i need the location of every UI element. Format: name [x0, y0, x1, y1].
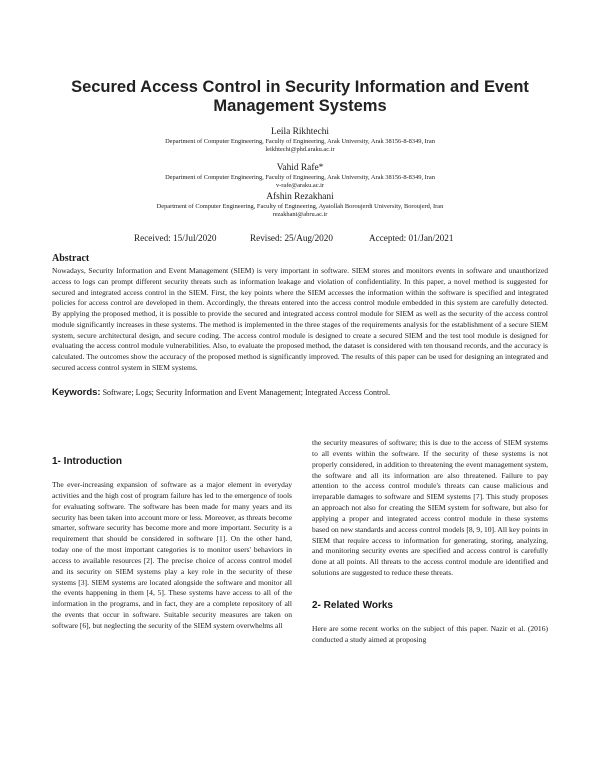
related-works-heading: 2- Related Works — [312, 599, 393, 611]
author-email[interactable]: leikhtechi@phd.araku.ac.ir — [265, 146, 335, 153]
author-block-3 — [40, 192, 560, 219]
author-block-1 — [40, 127, 560, 154]
keywords-text: Software; Logs; Security Information and Event Management; Integrated Access Control. — [100, 388, 391, 397]
revised-date: Revised: 25/Aug/2020 — [250, 233, 333, 243]
related-works-paragraph: Here are some recent works on the subject of this paper. Nazir et al. (2016) conducted a study aimed at proposing — [312, 623, 548, 644]
keywords-label: Keywords: — [52, 387, 101, 398]
left-column — [52, 438, 292, 632]
abstract-text: Nowadays, Security Information and Event Management (SIEM) is very important in software. SIEM stores and monitors events in software and unauthorized access to logs can prompt different security threats such as information leakage and violation of confidentiality. In this paper, a novel method is suggested for secured and integrated access control in the SIEM. First, the key points where the SIEM accesses the information within the software is specified and integrated policies for access control are developed in them. Accordingly, the threats entered into the access control module embedded in this system are carefully detected. By applying the proposed method, it is possible to provide the secured and integrated access control module for SIEM as well as the security of the access control module significantly increases in these systems. The method is implemented in the three stages of the requirements analysis for the establishment of a secure SIEM system, secure architectural design, and secure coding. The access control module is designed to create a secured SIEM and the test tool module is designed for evaluating the access control module vulnerabilities. Also, to evaluate the proposed method, the dataset is considered with ten thousand records, and the accuracy is calculated. The outcomes show the accuracy of the proposed method is significantly improved. The results of this paper can be used for designing an integrated and secured access control system in SIEM systems. — [52, 266, 548, 372]
author-email[interactable]: v-rafe@araku.ac.ir — [275, 182, 325, 189]
abstract-heading: Abstract — [52, 253, 90, 264]
accepted-date: Accepted: 01/Jan/2021 — [369, 233, 454, 243]
author-name: Vahid Rafe* — [276, 163, 324, 173]
introduction-paragraph: The ever-increasing expansion of software as a major element in everyday activities and the high cost of program failure has led to the emergence of tools for evaluating software. The software has been made for many years and its security has been taken into account more or less. Moreover, as threats become smarter, software security has become more and more important. Security is a requirement that should be considered in software [1]. On the other hand, today one of the most important categories is to monitor users' behaviors in access to available resources [2]. The precise choice of access control model and its security on SIEM systems play a key role in the security of these systems [3]. SIEM systems are located alongside the software and monitor all the events happening in them [4, 5]. These systems have access to all of the information in the programs, and in fact, they are a complete repository of all the events that occur in software. Suitable security measures are taken on software [6], but neglecting the security of the SIEM system overwhelms all — [52, 480, 292, 630]
introduction-continuation: the security measures of software; this is due to the access of SIEM systems to all events within the software. If the security of these systems is not properly considered, in addition to threatening the event management system, the software and all its information are also threatened. Failure to pay attention to the access control module's threats can cause malicious and irreparable damages to software and SIEM systems [7]. This study proposes an approach not also for creating the SIEM system for software, but also for applying a proper and integrated access control module in these systems based on new standards and access control models [8, 9, 10]. All key points in SIEM that require access to information for generating, storing, analyzing, and monitoring security events are specified and access control is carefully done at all points. All threats to the access control module are identified and solutions are suggested to reduce these threats. — [312, 438, 548, 578]
right-column — [312, 438, 548, 646]
keywords — [52, 387, 548, 398]
introduction-heading: 1- Introduction — [52, 456, 122, 467]
received-date: Received: 15/Jul/2020 — [134, 233, 217, 243]
author-affiliation: Department of Computer Engineering, Faculty of Engineering, Arak University, Arak 38156-8-8349, Iran — [165, 138, 435, 145]
author-name: Leila Rikhtechi — [270, 127, 330, 137]
paper-title: Secured Access Control in Security Information and Event Management Systems — [71, 78, 529, 115]
author-affiliation: Department of Computer Engineering, Faculty of Engineering, Ayatollah Boroujerdi University, Boroujerd, Iran — [156, 203, 444, 210]
author-name: Afshin Rezakhani — [266, 192, 334, 202]
author-block-2 — [40, 163, 560, 190]
author-email[interactable]: rezakhani@abru.ac.ir — [272, 211, 328, 218]
author-affiliation: Department of Computer Engineering, Faculty of Engineering, Arak University, Arak 38156-8-8349, Iran — [165, 174, 435, 181]
